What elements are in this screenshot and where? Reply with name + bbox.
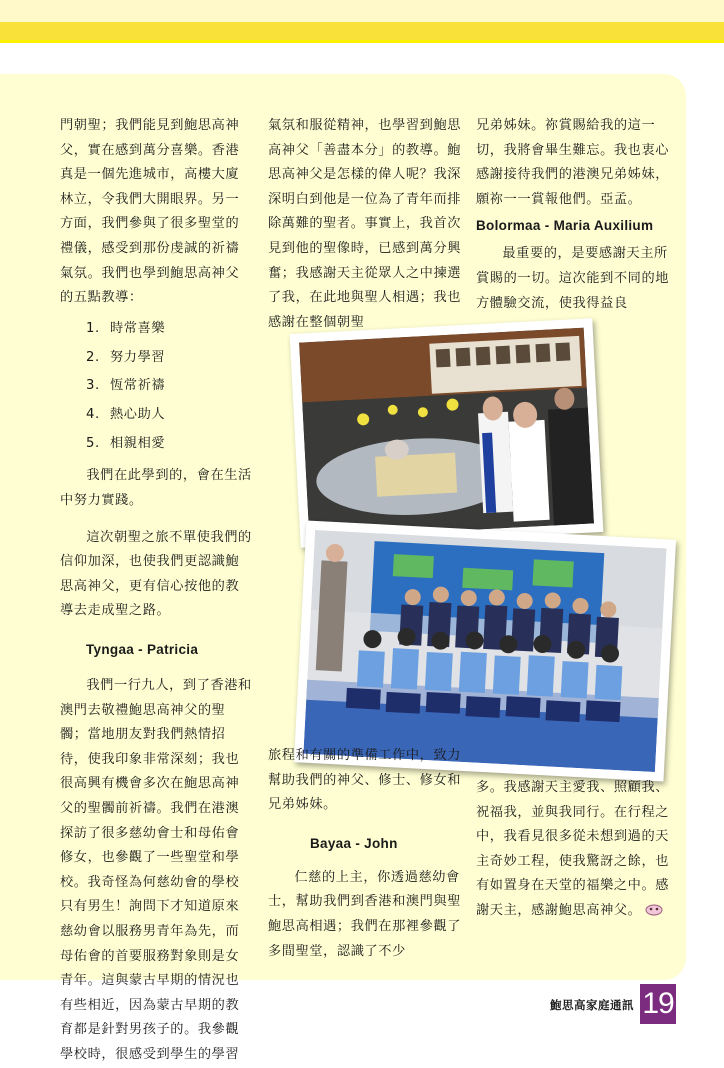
col3-paragraph-1: 兄弟姊妹。祢賞賜給我的這一切，我將會畢生難忘。我也衷心感謝接待我們的港澳兄弟姊妹，願祢一一賞報他們。亞孟。 (476, 118, 670, 207)
col2-paragraph-2: 旅程和有關的準備工作中，致力幫助我們的神父、修士、修女和兄弟姊妹。 (268, 748, 462, 813)
list-item: 2. 努力學習 (86, 349, 166, 365)
column-2 (268, 114, 464, 335)
top-band-yellow (0, 22, 724, 40)
relic-veneration-photo (290, 318, 604, 548)
group-photo-image (303, 530, 666, 772)
col2-paragraph-3: 仁慈的上主，你透過慈幼會士，幫助我們到香港和澳門與聖鮑思高相遇；我們在那裡參觀了多間聖堂，認識了不少 (268, 869, 462, 959)
col2-paragraph-1: 氣氛和服從精神，也學習到鮑思高神父「善盡本分」的教導。鮑思高神父是怎樣的偉人呢？我深深明白到他是一位為了青年而排除萬難的聖者。事實上，我首次見到他的聖像時，已感到萬分興奮；我感謝天主從眾人之中揀選了我，在此地與聖人相遇；我也感謝在整個朝聖 (268, 118, 462, 330)
column-3-bottom (476, 776, 672, 924)
list-item: 3. 恆常祈禱 (86, 378, 166, 394)
col1-paragraph-1: 門朝聖；我們能見到鮑思高神父，實在感到萬分喜樂。香港真是一個先進城市，高樓大廈林立，令我們大開眼界。另一方面，我們參與了很多聖堂的禮儀，感受到那份虔誠的祈禱氣氛。我們也學到鮑思高神父的五點教導： (60, 118, 240, 306)
list-item: 5. 相親相愛 (86, 435, 166, 451)
top-band-light (0, 0, 724, 22)
relic-photo-image (299, 328, 594, 539)
column-1 (60, 114, 252, 1068)
column-3 (476, 114, 672, 316)
list-item: 4. 熱心助人 (86, 407, 166, 423)
list-item: 1. 時常喜樂 (86, 320, 166, 336)
top-decorative-bar (0, 0, 724, 48)
col1-paragraph-2: 我們在此學到的，會在生活中努力實踐。 (60, 468, 252, 509)
author-heading: Tyngaa - Patricia (86, 642, 199, 658)
author-heading: Bolormaa - Maria Auxilium (476, 218, 654, 234)
col3-paragraph-2: 最重要的，是要感謝天主所賞賜的一切。這次能到不同的地方體驗交流，使我得益良 (476, 246, 670, 311)
col1-paragraph-3: 這次朝聖之旅不單使我們的信仰加深，也使我們更認識鮑思高神父，更有信心按他的教導去走成聖之路。 (60, 529, 252, 619)
end-mark-icon (645, 902, 663, 916)
publication-name: 鮑思高家庭通訊 (550, 998, 634, 1012)
col3-paragraph-3: 多。我感謝天主愛我、照顧我、祝福我，並與我同行。在行程之中，我看見很多從未想到過的天主奇妙工程，使我驚訝之餘，也有如置身在天堂的福樂之中。感謝天主，感謝鮑思高神父。 (476, 780, 670, 918)
top-band-line (0, 40, 724, 43)
author-heading: Bayaa - John (310, 835, 398, 851)
column-2-bottom (268, 744, 464, 964)
group-photo (294, 520, 676, 781)
five-teachings-list (86, 317, 252, 457)
page-number: 19 (640, 984, 676, 1024)
col1-paragraph-4: 我們一行九人，到了香港和澳門去敬禮鮑思高神父的聖髑；當地朋友對我們熱情招待，使我印象非常深刻；我也很高興有機會多次在鮑思高神父的聖髑前祈禱。我們在港澳探訪了很多慈幼會士和母佑會修女，也參觀了一些聖堂和學校。我奇怪為何慈幼會的學校只有男生！詢問下才知道原來慈幼會以服務男青年為先，而母佑會的首要服務對象則是女青年。這與蒙古早期的情況也有些相近，因為蒙古早期的教育都是針對男孩子的。我參觀學校時，很感受到學生的學習 (60, 678, 252, 1062)
